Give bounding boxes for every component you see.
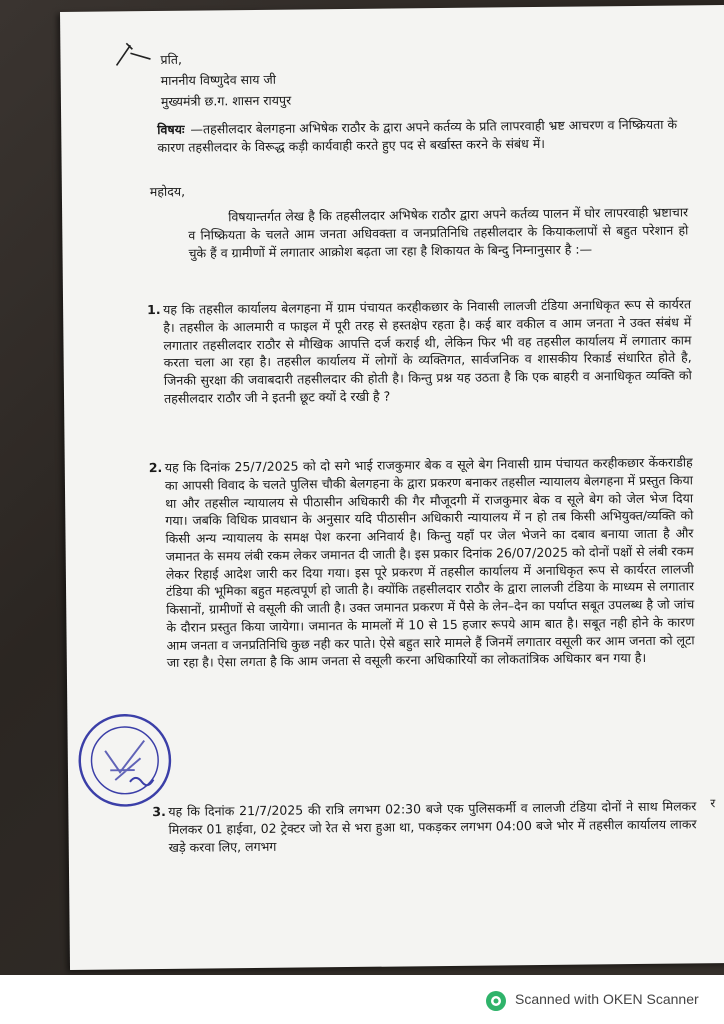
- scanner-watermark-text: Scanned with OKEN Scanner: [515, 991, 699, 1007]
- scanner-footer: [0, 975, 724, 1024]
- oken-scanner-logo-icon: [485, 990, 507, 1012]
- prati-label: प्रति,: [160, 51, 183, 67]
- point-text: यह कि दिनांक 21/7/2025 की रात्रि लगभग 02:30 बजे एक पुलिसकर्मी व लालजी टंडिया दोनों ने साथ मिलकर मिलकर 01 हाईवा, 02 ट्रेक्टर जो रेत से भरा हुआ था, पकड़कर लगभग 04:00 बजे भोर में तहसील कार्यालय लाकर खड़े करवा लिए, लगभग: [168, 798, 697, 855]
- subject-text: —तहसीलदार बेलगहना अभिषेक राठौर के द्वारा अपने कर्तव्य के प्रति लापरवाही भ्रष्ट आचरण व निष्क्रियता के कारण तहसीलदार के विरूद्ध कड़ी कार्यवाही करते हुए पद से बर्खास्त करने के संबंध में।: [157, 116, 678, 155]
- point-number: 1.: [147, 301, 161, 318]
- point-text: यह कि दिनांक 25/7/2025 को दो सगे भाई राजकुमार बेक व सूले बेग निवासी ग्राम पंचायत करहीकछार केंकराडीह का आपसी विवाद के चलते पुलिस चौकी बेलगहना के द्वारा प्रकरण बनाकर तहसील न्यायालय बेलगहना में प्रस्तुत किया था और तहसील न्यायालय से पीठासीन अधिकारी की गैर मौजूदगी में राजकुमार बेक व सूले बेग को जेल भेज दिया गया। जबकि विधिक प्रावधान के अनुसार यदि पीठासीन अधिकारी न्यायालय में न हो तब किसी अभियुक्त/व्यक्ति को किसी अन्य न्यायालय के समक्ष पेश करना अनिवार्य है। किन्तु यहाँ पर जेल भेजने का दबाव बनाया जाता है और जमानत के समय लंबी रकम लेकर जमानत दी जाती है। इस प्रकार दिनांक 26/07/2025 को दोनों पक्षों से लंबी रकम लेकर रिहाई आदेश जारी कर दिया गया। इस पूरे प्रकरण में तहसील कार्यालय में अनाधिकृत रूप से कार्यरत लालजी टंडिया की भूमिका बहुत महत्वपूर्ण हो जाती है। क्योंकि तहसीलदार राठौर के द्वारा लालजी टंडिया के माध्यम से लगातार किसानों, ग्रामीणों से वसूली की जाती है। उक्त जमानत प्रकरण में पैसे के लेन–देन का पर्याप्त सबूत उपलब्ध है जो जांच के दौरान प्रस्तुत किया जायेगा। जमानत के मामलों में 10 से 15 हजार रूपये आम बात है। सबूत नही होने के कारण आम जनता व जनप्रतिनिधि कुछ नही कर पाते। ऐसे बहुत सारे मामले हैं जिनमें लगातार वसूली कर आम जनता को लूटा जा रहा है। ऐसा लगता है कि आम जनता से वसूली करना अधिकारियों का लोकतांत्रिक अधिकार बन गया है।: [164, 454, 695, 671]
- intro-paragraph: विषयान्तर्गत लेख है कि तहसीलदार अभिषेक राठौर द्वारा अपने कर्तव्य पालन में घोर लापरवाही भ्रष्टाचार व निष्क्रियता के चलते आम जनता अधिवक्ता व जनप्रतिनिधि तहसीलदार के कियाकलापों से बहुत परेशान हो चुके हैं व ग्रामीणों में लगातार आक्रोश बढ़ता जा रहा है शिकायत के बिन्दु निम्नानुसार है :—: [188, 204, 689, 261]
- complaint-point-2: [148, 453, 695, 672]
- subject-line: [157, 115, 697, 156]
- recipient-name: माननीय विष्णुदेव साय जी: [160, 71, 277, 88]
- point-number: 3.: [152, 803, 166, 820]
- office-seal-stamp: [75, 711, 174, 810]
- point-text: यह कि तहसील कार्यालय बेलगहना में ग्राम पंचायत करहीकछार के निवासी लालजी टंडिया अनाधिकृत रूप से कार्यरत है। तहसील के आलमारी व फाइल में पूरी तरह से हस्तक्षेप रहता है। कई बार वकील व आम जनता ने उक्त संबंध में लगातार तहसीलदार राठौर से मौखिक आपत्ति दर्ज कराई थी, लेकिन फिर भी वह तहसील कार्यालय में लगातार काम करता चला आ रहा है। तहसील कार्यालय में लोगों के व्यक्तिगत, सार्वजनिक व शासकीय रिकार्ड संधारित होते है, जिनकी सुरक्षा की जवाबदारी तहसीलदार की होती है। किन्तु प्रश्न यह उठता है कि एक बाहरी व अनाधिकृत व्यक्ति को तहसीलदार राठौर जी ने इतनी छूट क्यों दे रखी है ?: [163, 296, 692, 406]
- recipient-block: [160, 50, 291, 114]
- letter-page: [60, 5, 724, 970]
- subject-label: विषयः: [157, 121, 185, 137]
- complaint-point-1: [147, 295, 692, 407]
- pen-tick-mark: [112, 39, 152, 69]
- recipient-designation: मुख्यमंत्री छ.ग. शासन रायपुर: [160, 92, 292, 109]
- margin-mark: र: [710, 796, 716, 811]
- complaint-point-3: [152, 797, 697, 856]
- salutation: महोदय,: [149, 183, 186, 200]
- point-number: 2.: [148, 459, 163, 476]
